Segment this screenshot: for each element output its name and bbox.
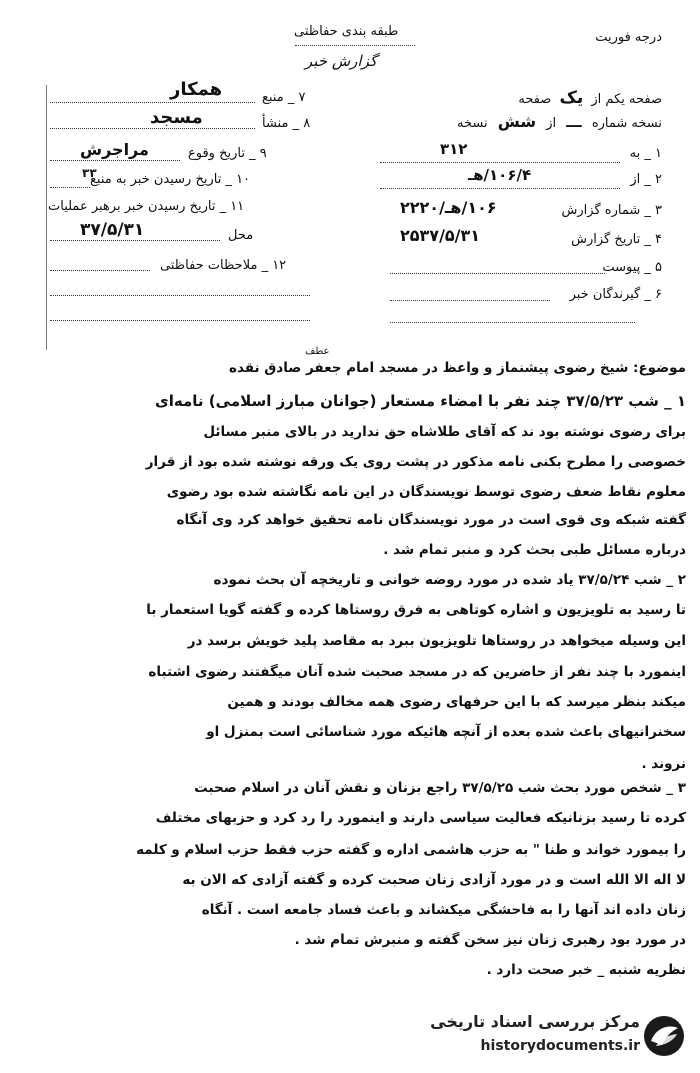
p3-line: لا اله الا الله است و در مورد آزادی زنان صحبت کرده و گفته آزادی که الان به: [182, 872, 686, 888]
p1-line: معلوم نقاط ضعف رضوی توسط نویسندگان در این نامه نگاشته شده بود رضوی: [166, 484, 686, 500]
place-label: محل: [228, 228, 254, 243]
f10-dots: [50, 187, 90, 188]
copy-label: نسخه شماره: [591, 116, 662, 131]
f4-value: ۲۵۳۷/۵/۳۱: [400, 226, 481, 245]
conclusion-line: نظریه شنبه _ خبر صحت دارد .: [486, 962, 686, 978]
f12-dots-3: [50, 320, 310, 321]
watermark: [418, 1010, 688, 1064]
priority-label: درجه فوریت: [595, 30, 662, 45]
f9-label: ۹ _ تاریخ وقوع: [188, 146, 267, 161]
f9-value: مراجرش: [80, 140, 149, 159]
copy-value: شش: [497, 112, 537, 131]
f7-value: همکار: [170, 79, 223, 100]
classification-underline: [295, 45, 415, 46]
p1-line: گفته شبکه وی قوی است در مورد نویسندگان نامه تحقیق خواهد کرد وی آنگاه: [176, 512, 686, 528]
f4-label: ۴ _ تاریخ گزارش: [571, 232, 662, 247]
margin-line: [46, 85, 47, 350]
f2-dots: [380, 188, 620, 189]
f7-label: ۷ _ منبع: [262, 90, 306, 105]
copy-mark: ـــ: [566, 113, 582, 131]
classification-label: طبقه بندی حفاظتی: [294, 24, 399, 39]
f6-dots-2: [390, 322, 635, 323]
p1-line: برای رضوی نوشته بود ند که آقای طلاشاه حق ندارید در بالای منبر مسائل: [203, 424, 686, 440]
p1-line: درباره مسائل طبی بحث کرد و منبر تمام شد .: [383, 542, 686, 558]
f12-dots-1: [50, 270, 150, 271]
f1-value: ۳۱۲: [440, 140, 468, 158]
f6-label: ۶ _ گیرندگان خبر: [569, 287, 662, 302]
copy-suffix: نسخه: [457, 116, 488, 131]
f3-label: ۳ _ شماره گزارش: [561, 203, 662, 218]
f12-label: ۱۲ _ ملاحظات حفاظتی: [160, 258, 287, 273]
p2-line: سخنرانیهای باعث شده بعده از آنچه هائیکه مورد شناسائی است بمنزل او: [206, 724, 686, 740]
f8-dots: [50, 128, 255, 129]
p3-line: ۳ _ شخص مورد بحث شب ۳۷/۵/۲۵ راجع بزنان و نقش آنان در اسلام صحبت: [194, 780, 686, 796]
p3-line: را بیمورد خواند و طنا " به حزب هاشمی اداره و گفته حزب فقط حزب اسلام و کلمه: [136, 842, 686, 858]
watermark-title: مرکز بررسی اسناد تاریخی: [430, 1012, 640, 1031]
p3-line: زنان داده اند آنها را به فاحشگی میکشاند و باعث فساد جامعه است . آنگاه: [201, 902, 686, 918]
f11-value: ۳۷/۵/۳۱: [80, 220, 145, 240]
p2-line: اینمورد با چند نفر از حاضرین که در مسجد صحبت شده آنان میگفتند رضوی اشتباه: [148, 664, 686, 680]
insert-note: عطف: [305, 346, 330, 357]
f6-dots-1: [390, 300, 550, 301]
f10-mark: ۳۳: [82, 166, 97, 180]
page-label: [518, 88, 662, 108]
p2-line: ۲ _ شب ۳۷/۵/۲۴ یاد شده در مورد روضه خوانی و تاریخچه آن بحث نموده: [213, 572, 686, 588]
f9-dots: [50, 160, 180, 161]
page-suffix: صفحه: [518, 92, 552, 107]
p2-line: این وسیله میخواهد در روستاها تلویزیون ببرد به مقاصد پلید خویش برسد در: [187, 633, 686, 649]
copy-mid: از: [546, 116, 557, 131]
f5-label: ۵ _ پیوست: [602, 260, 662, 275]
f11-dots: [50, 240, 220, 241]
f1-label: ۱ _ به: [629, 146, 662, 161]
p1-line: ۱ _ شب ۳۷/۵/۲۳ چند نفر با امضاء مستعار (جوانان مبارز اسلامی) نامه‌ای: [155, 392, 686, 410]
copy-row: [457, 112, 662, 131]
p1-line: خصوصی را مطرح بکنی نامه مذکور در پشت روی یک ورقه نوشته شده بود از قرار: [145, 454, 686, 470]
f5-dots: [390, 273, 605, 274]
p2-tail: نروند .: [641, 756, 686, 772]
f7-dots: [50, 102, 255, 103]
watermark-logo-icon: [642, 1014, 686, 1058]
f11-label: ۱۱ _ تاریخ رسیدن خبر برهبر عملیات: [48, 199, 245, 214]
p3-line: کرده تا رسید بزنانیکه فعالیت سیاسی دارند و اینمورد را رد کرد و حزبهای مختلف: [155, 810, 686, 826]
page-label-text: صفحه یکم از: [591, 92, 662, 107]
f8-label: ۸ _ منشأ: [262, 116, 311, 131]
page-title: گزارش خبر: [305, 52, 377, 70]
f1-dots: [380, 162, 620, 163]
page-value: یک: [559, 88, 584, 108]
f2-value: ۱۰۶/۴/هـ: [468, 166, 532, 184]
f12-dots-2: [50, 295, 310, 296]
subject-line: موضوع: شیخ رضوی پیشنماز و واعظ در مسجد امام جعفر صادق نقده: [228, 360, 686, 376]
watermark-site: historydocuments.ir: [480, 1038, 640, 1054]
f3-value: ۱۰۶/هـ/۲۲۲۰: [400, 198, 497, 217]
f2-label: ۲ _ از: [630, 172, 662, 187]
p3-line: در مورد بود رهبری زنان نیز سخن گفته و منبرش تمام شد .: [294, 932, 686, 948]
p2-line: میکند بنظر میرسد که با این حرفهای رضوی همه مخالف بودند و همین: [227, 694, 686, 710]
f10-label: ۱۰ _ تاریخ رسیدن خبر به منبع: [90, 172, 251, 187]
p2-line: تا رسید به تلویزیون و اشاره کوتاهی به فرق روستاها کرده و گفته گویا استعمار با: [146, 602, 686, 618]
f8-value: مسجد: [150, 107, 203, 128]
